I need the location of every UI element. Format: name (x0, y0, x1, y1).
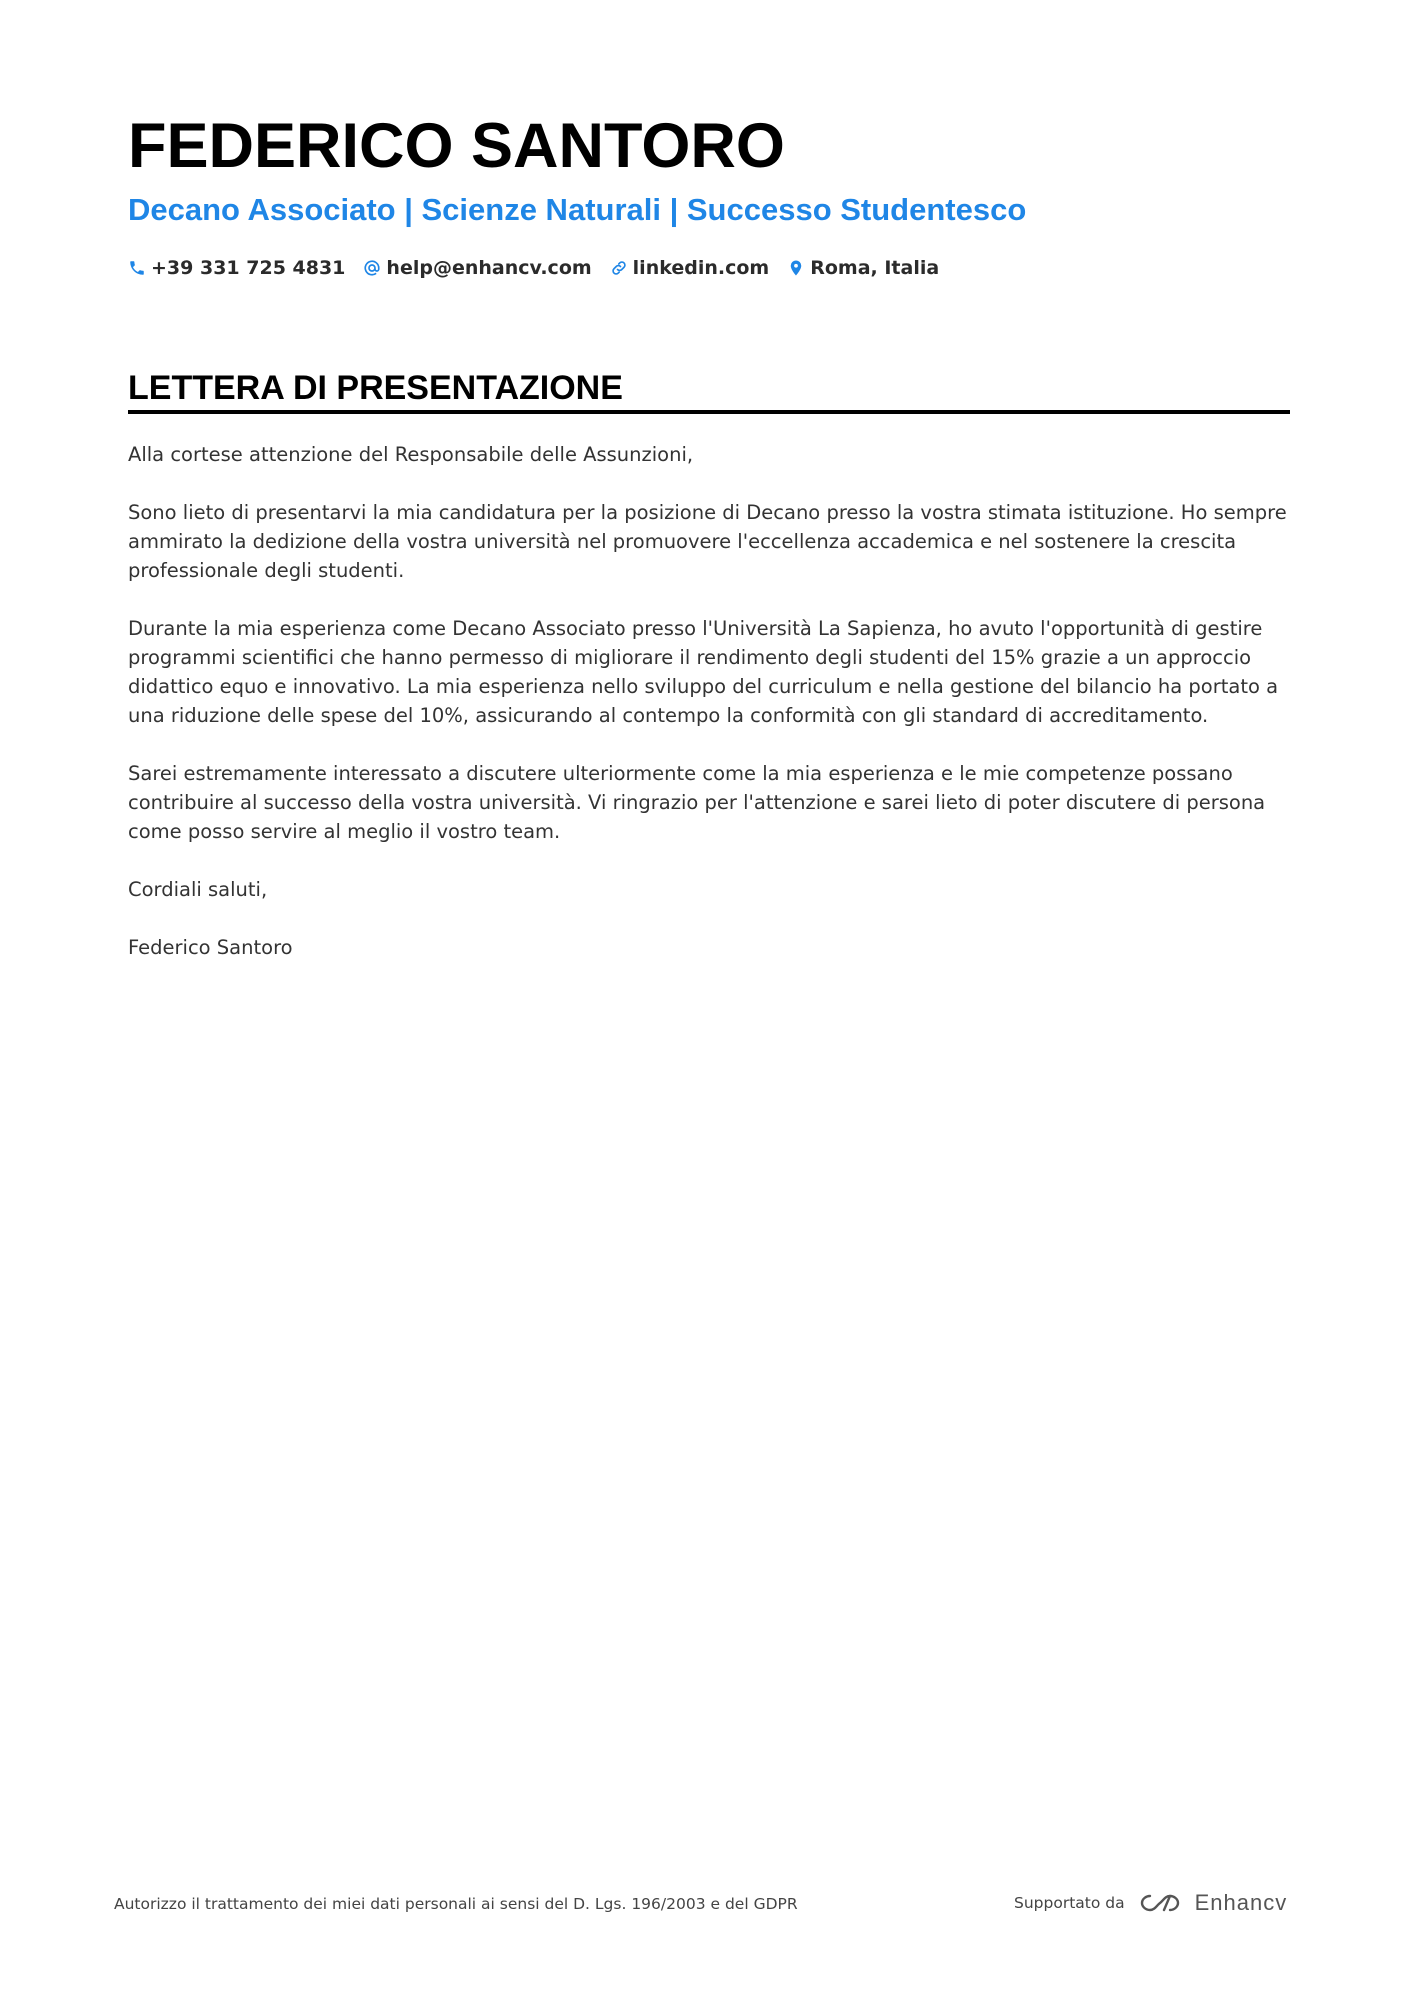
contact-phone-text: +39 331 725 4831 (151, 257, 346, 279)
phone-icon (128, 259, 146, 277)
letter-paragraph: Sarei estremamente interessato a discutere ulteriormente come la mia esperienza e le mie competenze possano contribuire al successo della vostra università. Vi ringrazio per l'attenzione e sarei lieto di poter discutere di persona come posso servire al meglio il vostro team. (128, 762, 1266, 843)
location-pin-icon (787, 259, 805, 277)
enhancv-brand-name: Enhancv (1194, 1890, 1288, 1915)
candidate-title: Decano Associato | Scienze Naturali | Successo Studentesco (128, 192, 1027, 227)
at-icon (363, 259, 381, 277)
letter-paragraph: Sono lieto di presentarvi la mia candidatura per la posizione di Decano presso la vostra stimata istituzione. Ho sempre ammirato la dedizione della vostra università nel promuovere l'eccellenza accademica e nel sostenere la crescita professionale degli studenti. (128, 501, 1287, 582)
powered-by-label: Supportato da (1014, 1894, 1125, 1912)
contact-bar (128, 254, 957, 282)
letter-signature: Federico Santoro (128, 936, 293, 959)
privacy-consent: Autorizzo il trattamento dei miei dati personali ai sensi del D. Lgs. 196/2003 e del GDPR (114, 1895, 798, 1913)
candidate-name: FEDERICO SANTORO (128, 111, 785, 181)
contact-phone (128, 257, 345, 279)
letter-closing: Cordiali saluti, (128, 878, 268, 901)
letter-salutation: Alla cortese attenzione del Responsabile delle Assunzioni, (128, 443, 694, 466)
contact-location (787, 257, 939, 279)
letter-paragraph: Durante la mia esperienza come Decano Associato presso l'Università La Sapienza, ho avuto l'opportunità di gestire programmi scientifici che hanno permesso di migliorare il rendimento degli studenti del 15% grazie a un approccio didattico equo e innovativo. La mia esperienza nello sviluppo del curriculum e nella gestione del bilancio ha portato a una riduzione delle spese del 10%, assicurando al contempo la conformità con gli standard di accreditamento. (128, 617, 1279, 727)
contact-linkedin[interactable] (610, 257, 770, 279)
enhancv-logo-icon (1137, 1890, 1183, 1916)
link-icon (610, 259, 628, 277)
powered-by[interactable] (1014, 1890, 1287, 1916)
contact-location-text: Roma, Italia (810, 257, 940, 279)
letter-body (128, 440, 1290, 991)
section-divider (128, 410, 1290, 414)
contact-email-text: help@enhancv.com (386, 257, 592, 279)
contact-email[interactable] (363, 257, 591, 279)
section-heading: LETTERA DI PRESENTAZIONE (128, 369, 623, 407)
contact-linkedin-text: linkedin.com (632, 257, 770, 279)
